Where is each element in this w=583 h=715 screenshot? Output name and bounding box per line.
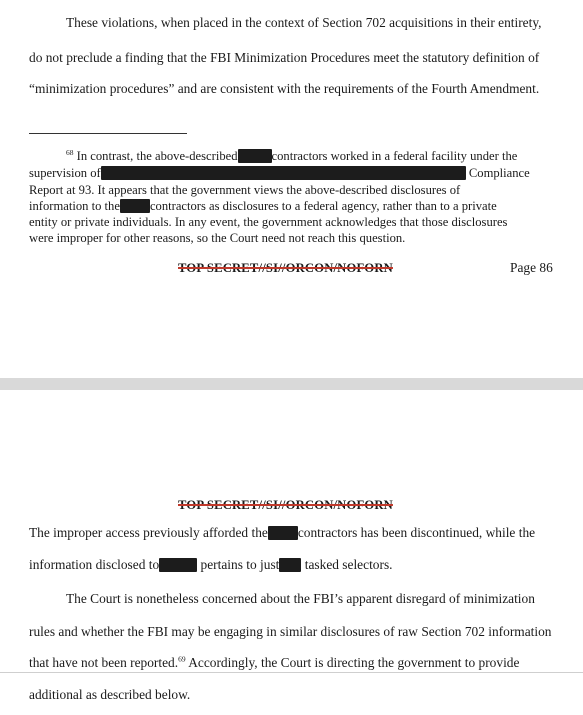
redaction-block — [159, 558, 197, 572]
body-text-line: that have not been reported.$^{69}$ Accordingly, the Court is directing the government to provide — [29, 654, 520, 670]
redaction-block — [268, 526, 298, 540]
footnote-line: information to the contractors as disclosures to a federal agency, rather than to a private — [29, 199, 497, 213]
page-number: Page 86 — [510, 260, 553, 275]
scan-artifact-line — [0, 672, 583, 673]
classification-marking: TOP SECRET//SI//ORCON/NOFORN — [178, 498, 393, 512]
body-text-line: The improper access previously afforded the contractors has been discontinued, while the — [29, 525, 536, 540]
footnote-separator — [29, 133, 187, 134]
footnote-line: entity or private individuals. In any event, the government acknowledges that those disclosures — [29, 215, 508, 229]
footnote-number: 68 — [66, 147, 74, 157]
footnote-line: $^{68}$ In contrast, the above-described contractors worked in a federal facility under the — [66, 147, 518, 163]
redaction-block — [238, 149, 272, 163]
redaction-block — [279, 558, 301, 572]
redaction-block — [101, 166, 466, 180]
body-text-line: These violations, when placed in the context of Section 702 acquisitions in their entirety, — [66, 15, 542, 30]
body-text-line: rules and whether the FBI may be engaging in similar disclosures of raw Section 702 information — [29, 624, 552, 639]
body-text-line: information disclosed to pertains to just tasked selectors. — [29, 557, 393, 572]
footnote-line: Report at 93. It appears that the government views the above-described disclosures of — [29, 183, 461, 197]
redaction-block — [120, 199, 150, 213]
body-text-line: The Court is nonetheless concerned about the FBI’s apparent disregard of minimization — [66, 591, 535, 606]
body-text-line: “minimization procedures” and are consistent with the requirements of the Fourth Amendment. — [29, 81, 540, 96]
footnote-line: were improper for other reasons, so the Court need not reach this question. — [29, 231, 406, 245]
footnote-reference: 69 — [178, 654, 186, 664]
classification-marking: TOP SECRET//SI//ORCON/NOFORN — [178, 261, 393, 275]
body-text-line: do not preclude a finding that the FBI Minimization Procedures meet the statutory definition of — [29, 50, 540, 65]
body-text-line: additional as described below. — [29, 687, 191, 702]
footnote-line: supervision of Compliance — [29, 166, 530, 180]
page-divider — [0, 378, 583, 390]
